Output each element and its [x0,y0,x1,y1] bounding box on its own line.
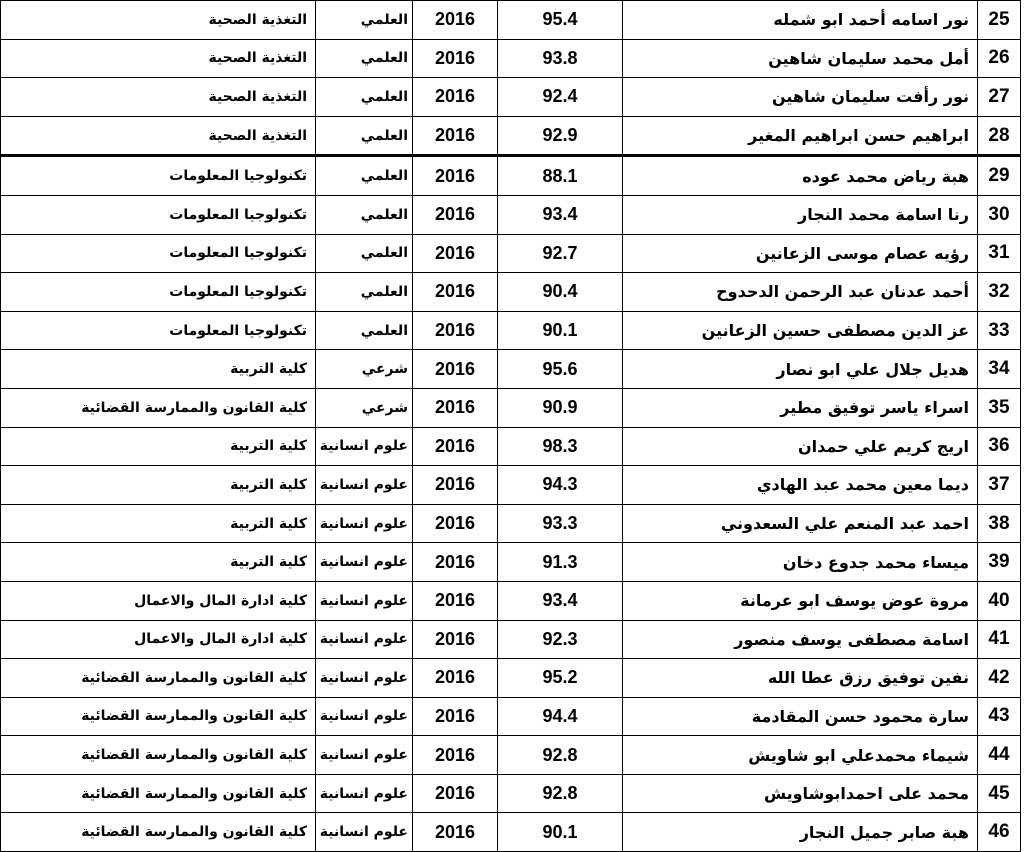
row-number-cell: 46 [978,813,1021,852]
row-number-cell: 45 [978,774,1021,813]
row-number-cell: 33 [978,311,1021,350]
stream-cell: علوم انسانية [316,620,413,659]
table-row [1,350,1021,389]
score-cell: 94.4 [498,697,623,736]
major-cell: كلية ادارة المال والاعمال [1,620,316,659]
year-cell: 2016 [413,234,498,273]
student-name-cell: ميساء محمد جدوع دخان [623,543,978,582]
year-cell: 2016 [413,273,498,312]
major-cell: كلية التربية [1,466,316,505]
row-number-cell: 36 [978,427,1021,466]
year-cell: 2016 [413,195,498,234]
table-row [1,273,1021,312]
major-cell: كلية القانون والممارسة القضائية [1,388,316,427]
student-name-cell: ابراهيم حسن ابراهيم المغير [623,116,978,156]
year-cell: 2016 [413,39,498,78]
score-cell: 95.4 [498,1,623,40]
table-row [1,156,1021,196]
score-cell: 88.1 [498,156,623,196]
stream-cell: علوم انسانية [316,736,413,775]
major-cell: تكنولوجيا المعلومات [1,234,316,273]
row-number-cell: 44 [978,736,1021,775]
year-cell: 2016 [413,774,498,813]
stream-cell: العلمي [316,195,413,234]
major-cell: كلية التربية [1,350,316,389]
table-row [1,78,1021,117]
row-number-cell: 43 [978,697,1021,736]
stream-cell: شرعي [316,388,413,427]
student-name-cell: عز الدين مصطفى حسين الزعانين [623,311,978,350]
major-cell: التغذية الصحية [1,116,316,156]
row-number-cell: 28 [978,116,1021,156]
year-cell: 2016 [413,311,498,350]
student-name-cell: اسامة مصطفى يوسف منصور [623,620,978,659]
table-row [1,659,1021,698]
student-name-cell: نور اسامه أحمد ابو شمله [623,1,978,40]
major-cell: كلية ادارة المال والاعمال [1,581,316,620]
student-name-cell: احمد عبد المنعم علي السعدوني [623,504,978,543]
student-name-cell: مروة عوض يوسف ابو عرمانة [623,581,978,620]
table-row [1,234,1021,273]
table-row [1,543,1021,582]
year-cell: 2016 [413,427,498,466]
stream-cell: علوم انسانية [316,774,413,813]
table-row [1,697,1021,736]
major-cell: تكنولوجيا المعلومات [1,195,316,234]
student-name-cell: اريج كريم علي حمدان [623,427,978,466]
stream-cell: علوم انسانية [316,466,413,505]
row-number-cell: 42 [978,659,1021,698]
table-row [1,116,1021,156]
score-cell: 93.3 [498,504,623,543]
score-cell: 92.8 [498,774,623,813]
table-row [1,466,1021,505]
year-cell: 2016 [413,697,498,736]
stream-cell: شرعي [316,350,413,389]
year-cell: 2016 [413,504,498,543]
score-cell: 95.2 [498,659,623,698]
score-cell: 90.1 [498,311,623,350]
year-cell: 2016 [413,156,498,196]
year-cell: 2016 [413,620,498,659]
table-row [1,39,1021,78]
score-cell: 90.1 [498,813,623,852]
row-number-cell: 27 [978,78,1021,117]
stream-cell: علوم انسانية [316,813,413,852]
row-number-cell: 30 [978,195,1021,234]
score-cell: 93.4 [498,581,623,620]
student-name-cell: رؤيه عصام موسى الزعانين [623,234,978,273]
stream-cell: علوم انسانية [316,504,413,543]
major-cell: التغذية الصحية [1,1,316,40]
row-number-cell: 34 [978,350,1021,389]
row-number-cell: 41 [978,620,1021,659]
score-cell: 92.3 [498,620,623,659]
year-cell: 2016 [413,1,498,40]
stream-cell: العلمي [316,311,413,350]
table-row [1,774,1021,813]
student-name-cell: ديما معين محمد عبد الهادي [623,466,978,505]
row-number-cell: 26 [978,39,1021,78]
major-cell: كلية القانون والممارسة القضائية [1,659,316,698]
row-number-cell: 25 [978,1,1021,40]
student-name-cell: هبة صابر جميل النجار [623,813,978,852]
year-cell: 2016 [413,813,498,852]
major-cell: تكنولوجيا المعلومات [1,311,316,350]
student-name-cell: هبة رياض محمد عوده [623,156,978,196]
score-cell: 95.6 [498,350,623,389]
student-name-cell: محمد على احمدابوشاويش [623,774,978,813]
row-number-cell: 35 [978,388,1021,427]
score-cell: 94.3 [498,466,623,505]
table-row [1,813,1021,852]
stream-cell: العلمي [316,273,413,312]
stream-cell: العلمي [316,78,413,117]
year-cell: 2016 [413,736,498,775]
table-body [1,1,1021,852]
major-cell: كلية القانون والممارسة القضائية [1,774,316,813]
major-cell: كلية القانون والممارسة القضائية [1,736,316,775]
score-cell: 98.3 [498,427,623,466]
stream-cell: علوم انسانية [316,543,413,582]
major-cell: كلية التربية [1,504,316,543]
major-cell: كلية القانون والممارسة القضائية [1,697,316,736]
table-row [1,736,1021,775]
stream-cell: العلمي [316,234,413,273]
table-row [1,504,1021,543]
student-name-cell: هديل جلال علي ابو نصار [623,350,978,389]
stream-cell: علوم انسانية [316,697,413,736]
major-cell: تكنولوجيا المعلومات [1,273,316,312]
score-cell: 93.8 [498,39,623,78]
score-cell: 90.4 [498,273,623,312]
stream-cell: العلمي [316,156,413,196]
table-row [1,620,1021,659]
major-cell: التغذية الصحية [1,78,316,117]
stream-cell: علوم انسانية [316,427,413,466]
major-cell: كلية القانون والممارسة القضائية [1,813,316,852]
stream-cell: العلمي [316,116,413,156]
stream-cell: العلمي [316,39,413,78]
year-cell: 2016 [413,581,498,620]
score-cell: 93.4 [498,195,623,234]
year-cell: 2016 [413,659,498,698]
student-name-cell: رنا اسامة محمد النجار [623,195,978,234]
row-number-cell: 29 [978,156,1021,196]
major-cell: تكنولوجيا المعلومات [1,156,316,196]
stream-cell: العلمي [316,1,413,40]
score-cell: 90.9 [498,388,623,427]
student-name-cell: أحمد عدنان عبد الرحمن الدحدوح [623,273,978,312]
table-row [1,311,1021,350]
table-row [1,388,1021,427]
stream-cell: علوم انسانية [316,581,413,620]
row-number-cell: 37 [978,466,1021,505]
year-cell: 2016 [413,78,498,117]
row-number-cell: 38 [978,504,1021,543]
student-name-cell: اسراء ياسر توفيق مطير [623,388,978,427]
row-number-cell: 39 [978,543,1021,582]
score-cell: 92.8 [498,736,623,775]
table-row [1,195,1021,234]
stream-cell: علوم انسانية [316,659,413,698]
year-cell: 2016 [413,466,498,505]
row-number-cell: 32 [978,273,1021,312]
student-name-cell: نور رأفت سليمان شاهين [623,78,978,117]
score-cell: 91.3 [498,543,623,582]
table-row [1,581,1021,620]
year-cell: 2016 [413,543,498,582]
year-cell: 2016 [413,116,498,156]
student-name-cell: نفين توفيق رزق عطا الله [623,659,978,698]
year-cell: 2016 [413,350,498,389]
score-cell: 92.7 [498,234,623,273]
table-row [1,1,1021,40]
row-number-cell: 31 [978,234,1021,273]
student-name-cell: أمل محمد سليمان شاهين [623,39,978,78]
year-cell: 2016 [413,388,498,427]
score-cell: 92.9 [498,116,623,156]
student-name-cell: شيماء محمدعلي ابو شاويش [623,736,978,775]
major-cell: التغذية الصحية [1,39,316,78]
table-row [1,427,1021,466]
student-name-cell: سارة محمود حسن المقادمة [623,697,978,736]
row-number-cell: 40 [978,581,1021,620]
major-cell: كلية التربية [1,543,316,582]
score-cell: 92.4 [498,78,623,117]
major-cell: كلية التربية [1,427,316,466]
